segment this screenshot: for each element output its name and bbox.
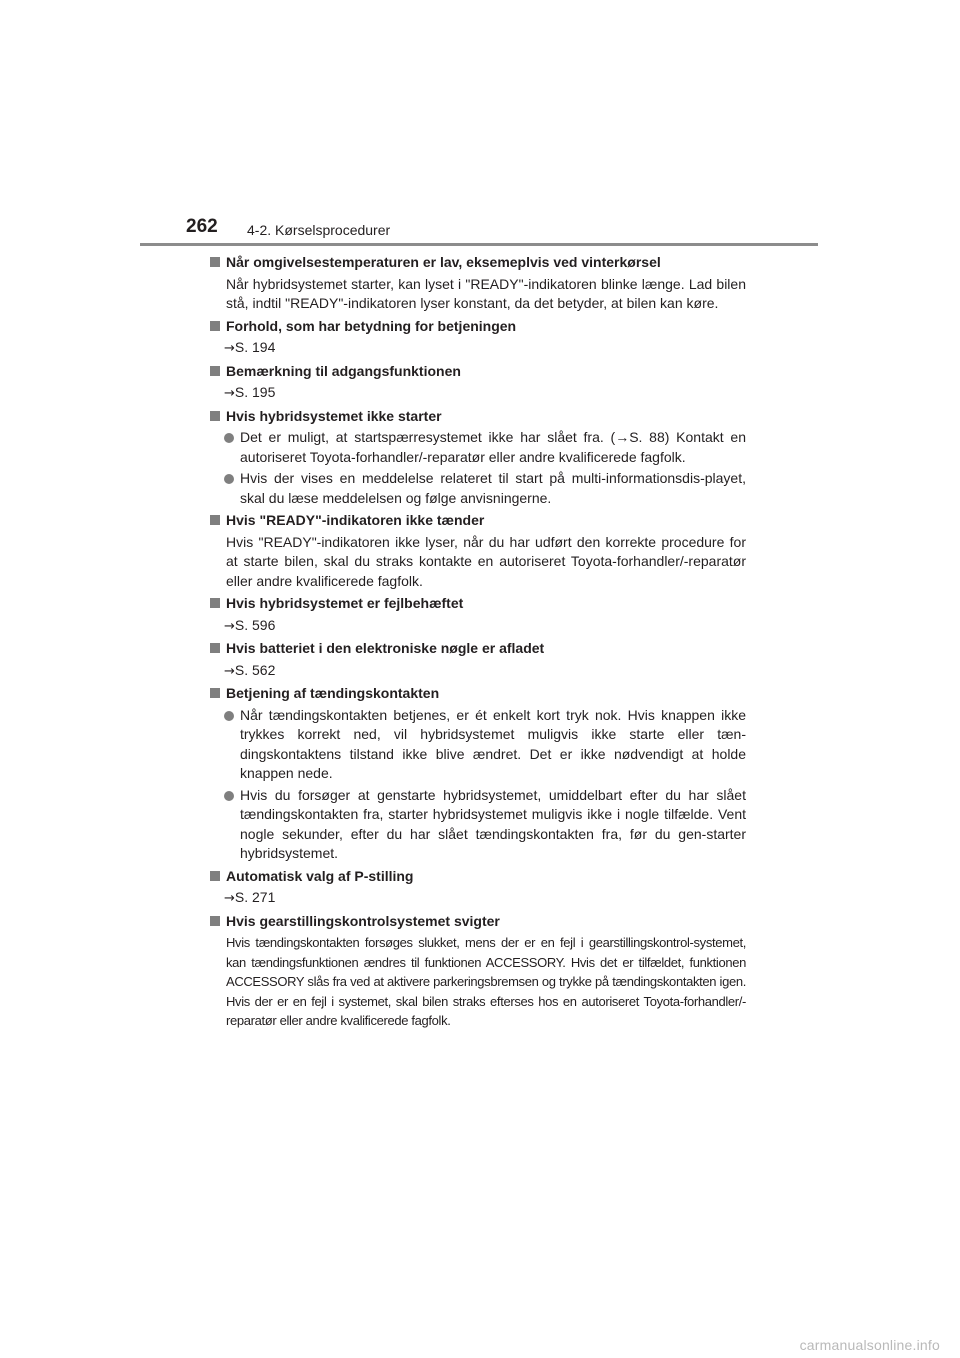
section-heading: [208, 912, 746, 932]
square-bullet-icon: [210, 515, 220, 525]
page-reference: [208, 661, 746, 682]
section-heading: [208, 407, 746, 427]
reference-text: S. 195: [234, 384, 276, 400]
section-access-function: [208, 362, 746, 404]
section-low-temperature: [208, 253, 746, 314]
reference-text: S. 271: [234, 889, 276, 905]
page-reference: [208, 888, 746, 909]
square-bullet-icon: [210, 688, 220, 698]
section-text: Hvis "READY"-indikatoren ikke lyser, når du har udført den korrekte procedure for at starte bilen, skal du straks kontakte en autoriseret Toyota-forhandler/-reparatør eller andre kvalificerede fagfolk.: [226, 533, 746, 589]
square-bullet-icon: [210, 366, 220, 376]
heading-text: Hvis hybridsystemet er fejlbehæftet: [226, 595, 464, 611]
section-title: 4-2. Kørselsprocedurer: [247, 222, 391, 238]
page-reference: [208, 338, 746, 359]
section-heading: [208, 684, 746, 704]
arrow-right-icon: →: [224, 618, 235, 634]
reference-text: S. 194: [234, 339, 276, 355]
square-bullet-icon: [210, 411, 220, 421]
arrow-right-icon: →: [224, 891, 235, 906]
round-bullet-icon: [224, 474, 234, 484]
square-bullet-icon: [210, 598, 220, 608]
section-heading: [208, 511, 746, 531]
square-bullet-icon: [210, 321, 220, 331]
section-hybrid-not-starting: [208, 407, 746, 509]
page-number: 262: [186, 216, 218, 237]
heading-text: Hvis gearstillingskontrolsystemet svigter: [226, 912, 500, 929]
page-header: [186, 216, 826, 246]
arrow-right-icon: →: [224, 386, 235, 401]
section-hybrid-fault: [208, 594, 746, 636]
page-content: [208, 253, 746, 1034]
bullet-item: [208, 786, 746, 864]
section-ready-indicator: [208, 511, 746, 591]
heading-text: Betjening af tændingskontakten: [226, 685, 440, 701]
heading-text: Bemærkning til adgangsfunktionen: [226, 362, 461, 379]
square-bullet-icon: [210, 643, 220, 653]
arrow-right-icon: →: [224, 341, 235, 356]
heading-text: Hvis "READY"-indikatoren ikke tænder: [226, 512, 485, 528]
square-bullet-icon: [210, 871, 220, 881]
section-text: Når hybridsystemet starter, kan lyset i "READY"-indikatoren blinke længe. Lad bilen stå, indtil "READY"-indikatoren lyser konstant, da det betyder, at bilen kan køre.: [226, 275, 746, 311]
heading-text: Automatisk valg af P-stilling: [226, 867, 414, 884]
section-text: Hvis tændingskontakten forsøges slukket, mens der er en fejl i gearstillingskontrol-systemet, kan tændingsfunktionen ændres til funktionen ACCESSORY. Hvis det er tilfældet, funktionen ACCESSORY slås fra ved at aktivere parkeringsbremsen og trykke på tændingskontakten igen. Hvis der er en fejl i systemet, skal bilen straks efterses hos en autoriseret Toyota-forhandler/-reparatør eller andre kvalificerede fagfolk.: [226, 935, 746, 1028]
bullet-text: Når tændingskontakten betjenes, er ét enkelt kort tryk nok. Hvis knappen ikke trykkes korrekt ned, vil hybridsystemet muligvis ikke starte eller tæn-dingskontaktens tilstand ikke blive ændret. Det er ikke nødvendigt at holde knappen nede.: [240, 706, 746, 781]
section-heading: [208, 253, 746, 273]
bullet-text: Det er muligt, at startspærresystemet ikke har slået fra. (→S. 88) Kontakt en autoriseret Toyota-forhandler/-reparatør eller andre kvalificerede fagfolk.: [240, 429, 746, 465]
page-reference: [208, 383, 746, 404]
section-operating-conditions: [208, 317, 746, 359]
section-heading: [208, 639, 746, 659]
watermark: carmanualsonline.info: [799, 1337, 940, 1353]
section-auto-p-position: [208, 867, 746, 909]
bullet-text: Hvis der vises en meddelelse relateret til start på multi-informationsdis-playet, skal du læse meddelelsen og følge anvisningerne.: [240, 470, 746, 506]
square-bullet-icon: [210, 916, 220, 926]
arrow-right-icon: →: [224, 663, 235, 679]
bullet-item: [208, 706, 746, 784]
page-reference: [208, 616, 746, 637]
reference-text: S. 596: [234, 616, 276, 633]
round-bullet-icon: [224, 791, 234, 801]
bullet-item: [208, 428, 746, 467]
reference-text: S. 562: [234, 661, 276, 678]
section-key-battery: [208, 639, 746, 681]
section-heading: [208, 317, 746, 337]
section-ignition-switch: [208, 684, 746, 864]
section-heading: [208, 867, 746, 887]
section-shift-control-failure: [208, 912, 746, 1031]
square-bullet-icon: [210, 257, 220, 267]
heading-text: Hvis batteriet i den elektroniske nøgle er afladet: [226, 640, 545, 656]
section-heading: [208, 594, 746, 614]
heading-text: Forhold, som har betydning for betjeningen: [226, 317, 517, 334]
bullet-text: Hvis du forsøger at genstarte hybridsystemet, umiddelbart efter du har slået tændingskontakten fra, starter hybridsystemet muligvis ikke i nogle tilfælde. Vent nogle sekunder, efter du har slået tændingskontakten fra, før du gen-starter hybridsystemet.: [240, 786, 746, 861]
heading-text: Når omgivelsestemperaturen er lav, eksemeplvis ved vinterkørsel: [226, 254, 661, 270]
round-bullet-icon: [224, 711, 234, 721]
section-heading: [208, 362, 746, 382]
round-bullet-icon: [224, 433, 234, 443]
header-divider: [140, 243, 818, 246]
heading-text: Hvis hybridsystemet ikke starter: [226, 407, 442, 424]
bullet-item: [208, 469, 746, 508]
